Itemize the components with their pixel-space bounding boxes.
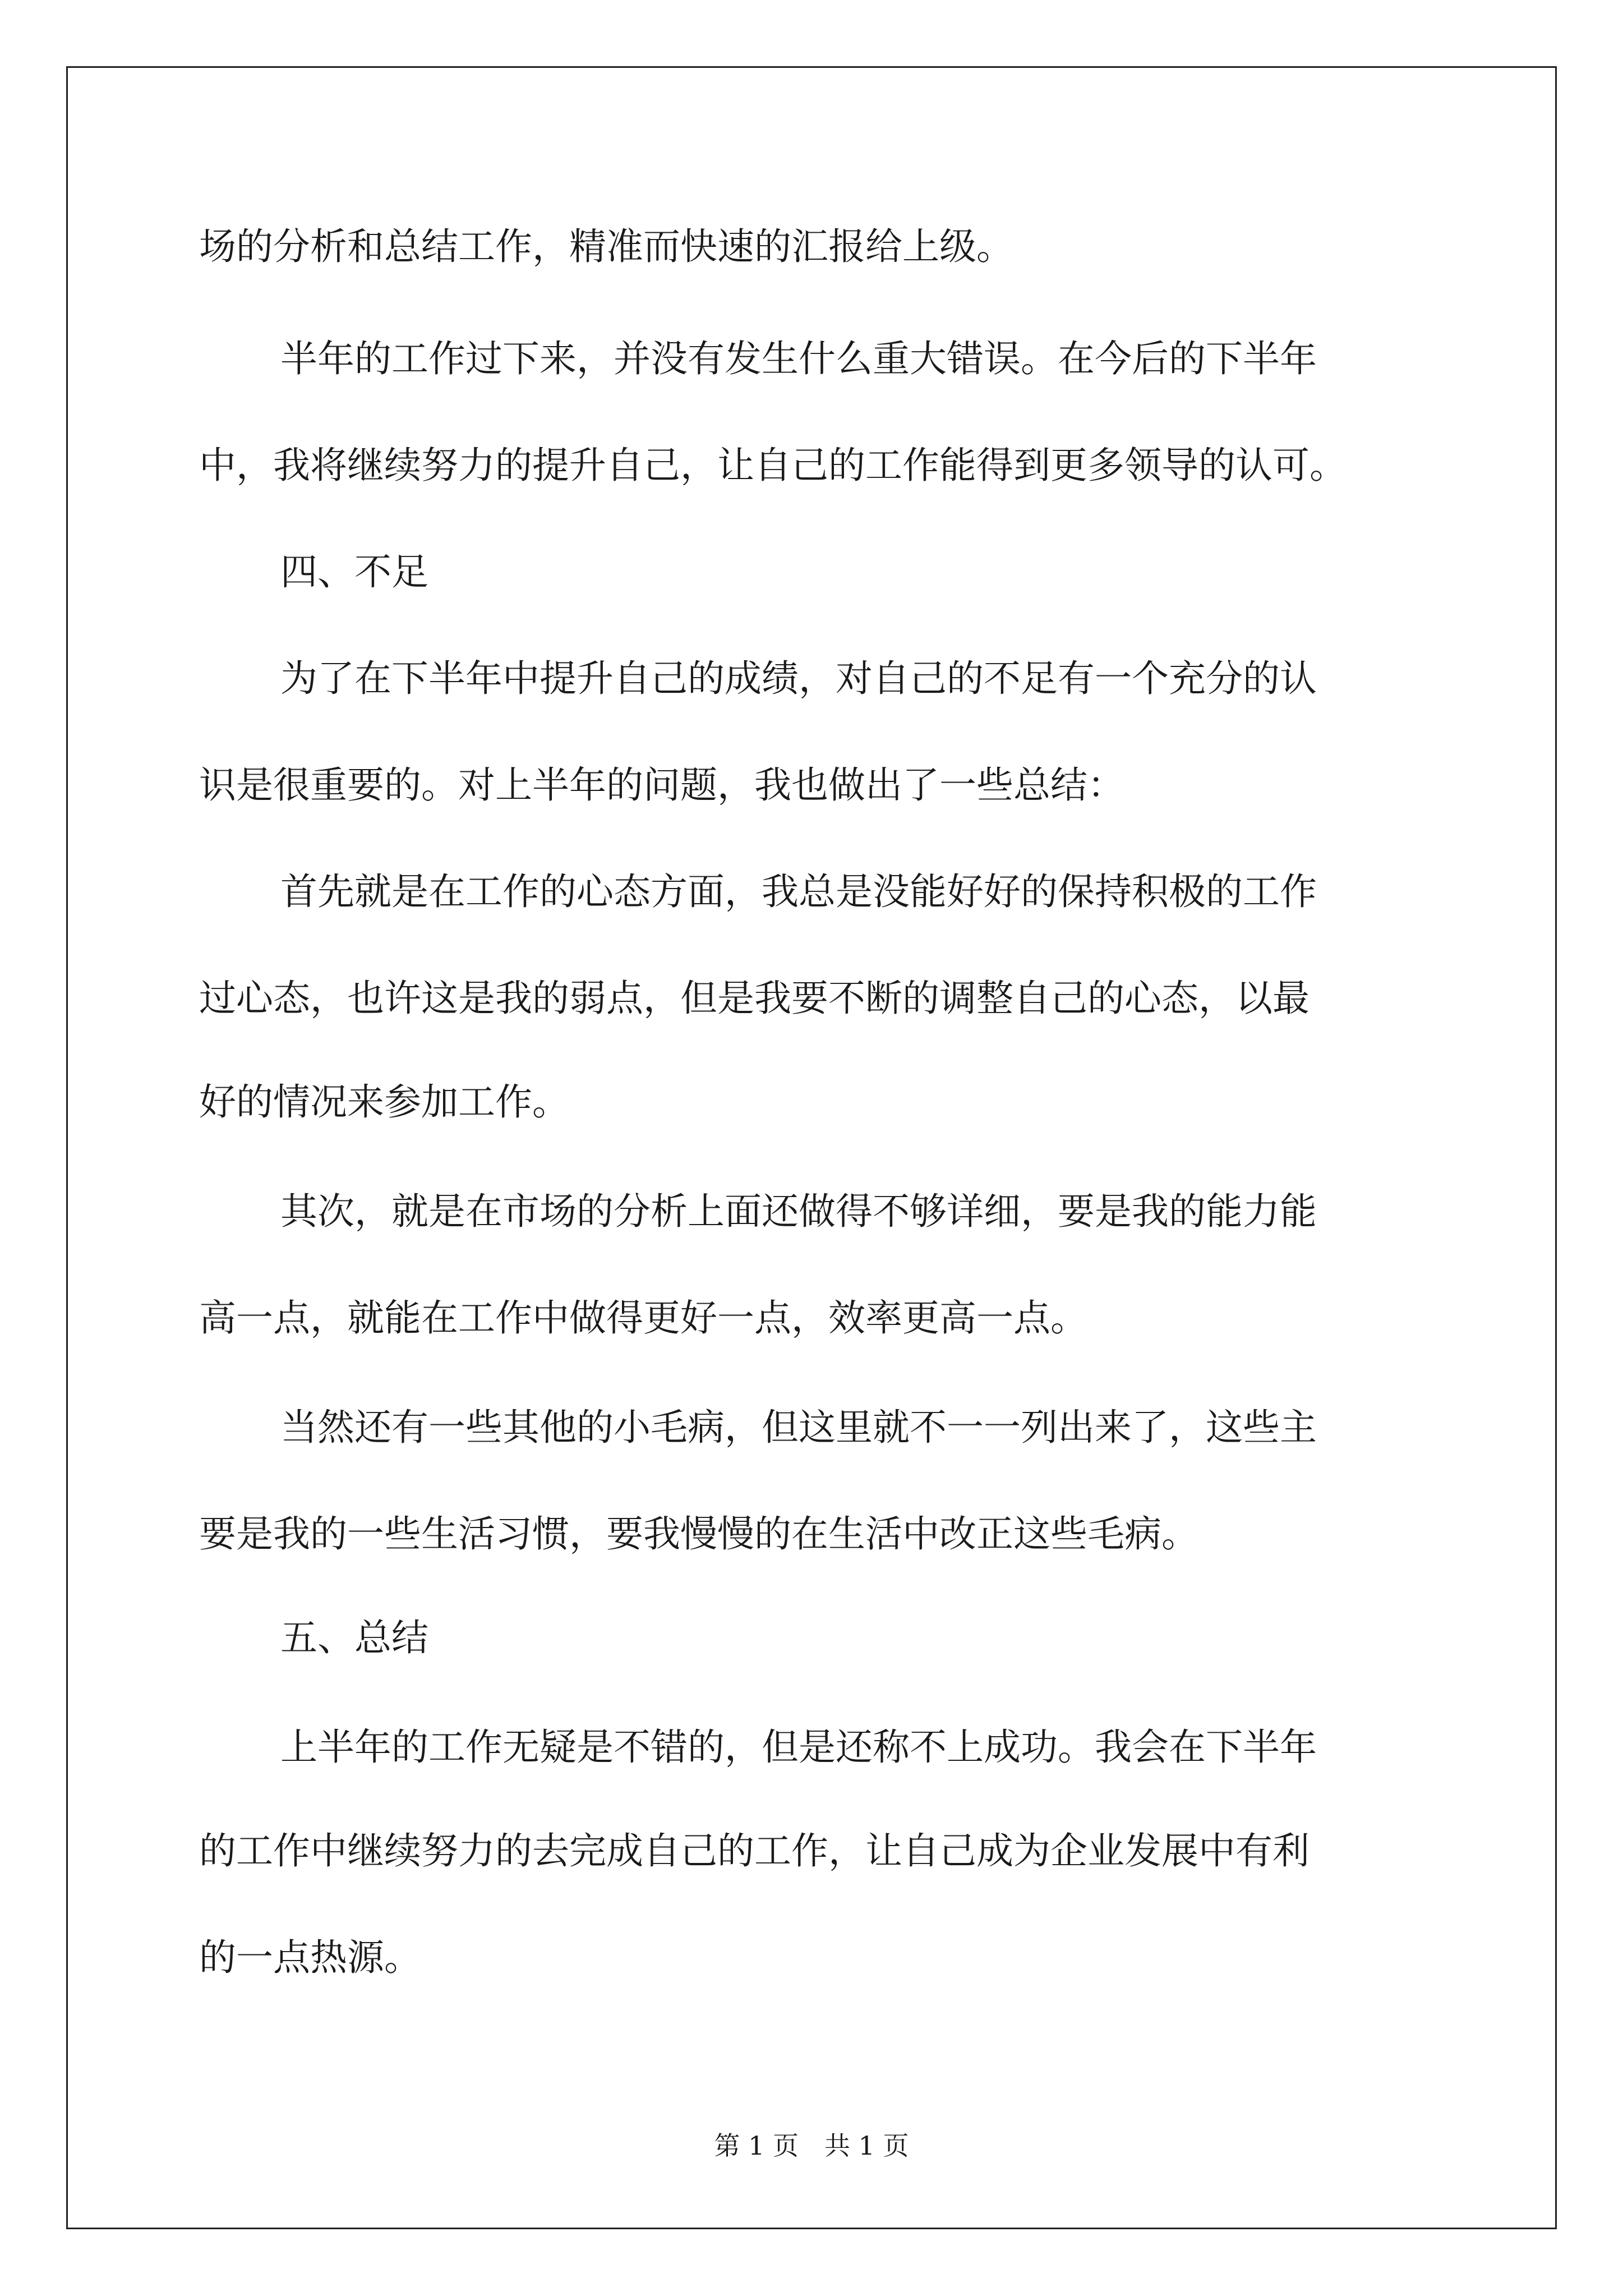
section-heading: 五、总结 [280, 1616, 428, 1659]
body-line: 其次，就是在市场的分析上面还做得不够详细，要是我的能力能 [280, 1190, 1317, 1233]
page-number: 第 1 页 共 1 页 [714, 2131, 909, 2161]
body-line: 要是我的一些生活习惯，要我慢慢的在生活中改正这些毛病。 [199, 1512, 1198, 1556]
page-border [66, 66, 1557, 2229]
body-line: 的一点热源。 [199, 1936, 421, 1979]
body-line: 上半年的工作无疑是不错的，但是还称不上成功。我会在下半年 [280, 1726, 1317, 1769]
body-line: 为了在下半年中提升自己的成绩，对自己的不足有一个充分的认 [280, 657, 1317, 700]
body-line: 过心态，也许这是我的弱点，但是我要不断的调整自己的心态，以最 [199, 977, 1310, 1020]
section-heading: 四、不足 [280, 550, 428, 593]
body-line: 高一点，就能在工作中做得更好一点，效率更高一点。 [199, 1296, 1087, 1340]
body-line: 场的分析和总结工作，精准而快速的汇报给上级。 [199, 225, 1013, 268]
body-line: 的工作中继续努力的去完成自己的工作，让自己成为企业发展中有利 [199, 1829, 1310, 1872]
body-line: 好的情况来参加工作。 [199, 1080, 569, 1124]
body-line: 半年的工作过下来，并没有发生什么重大错误。在今后的下半年 [280, 337, 1317, 380]
body-line: 首先就是在工作的心态方面，我总是没能好好的保持积极的工作 [280, 870, 1317, 913]
body-line: 中，我将继续努力的提升自己，让自己的工作能得到更多领导的认可。 [199, 444, 1347, 487]
body-line: 当然还有一些其他的小毛病，但这里就不一一列出来了，这些主 [280, 1406, 1317, 1449]
body-line: 识是很重要的。对上半年的问题，我也做出了一些总结： [199, 763, 1124, 807]
